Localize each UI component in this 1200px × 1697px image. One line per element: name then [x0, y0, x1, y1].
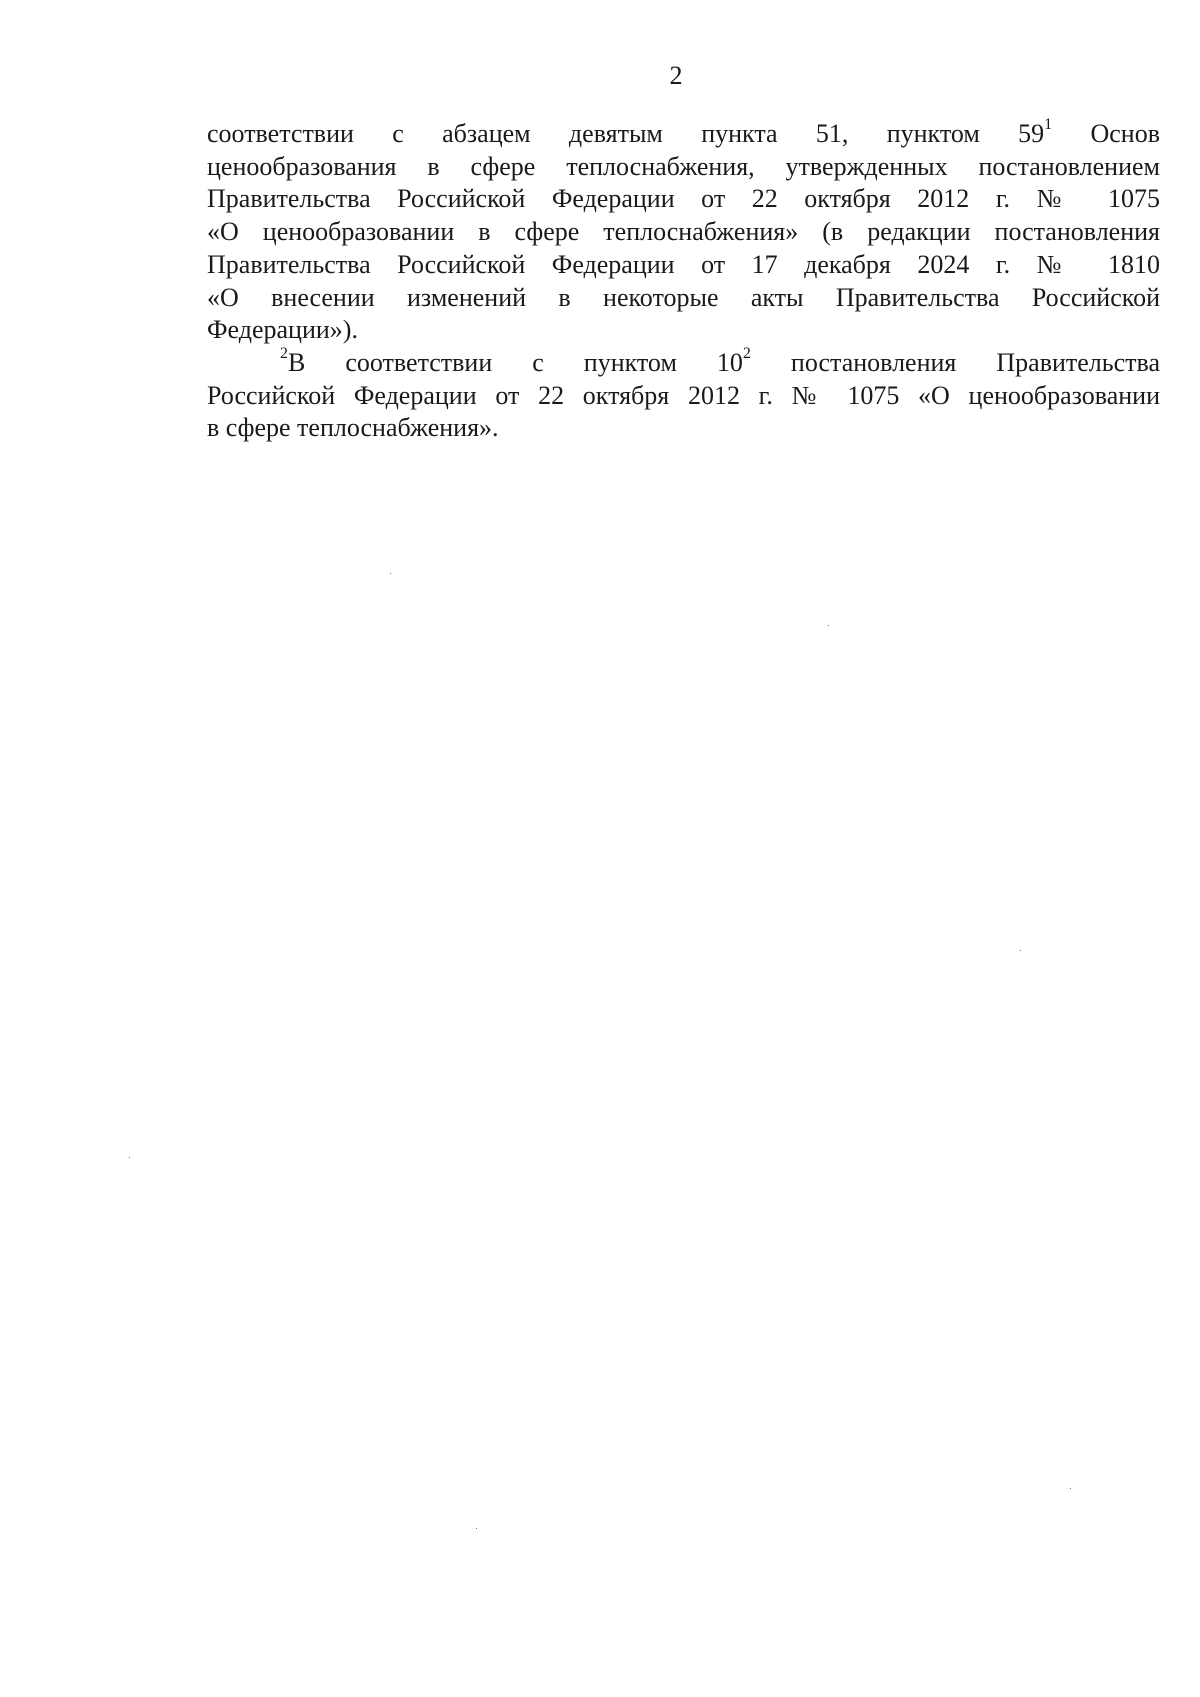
text-line: «О ценообразовании в сфере теплоснабжения» (в редакции постановления: [207, 217, 1160, 247]
document-body: [207, 118, 1160, 445]
text-line: соответствии с абзацем девятым пункта 51, пунктом $59^1$ Основ: [207, 116, 1160, 148]
footnote-marker: 2: [280, 345, 288, 363]
scan-speck: [390, 573, 391, 574]
text-line: Российской Федерации от 22 октября 2012 г. № 1075 «О ценообразовании: [207, 380, 1160, 410]
superscript-marker: 2: [742, 345, 751, 363]
scan-speck: [129, 1157, 130, 1158]
footnote-1-continuation: [207, 118, 1160, 347]
text-line: ценообразования в сфере теплоснабжения, утвержденных постановлением: [207, 151, 1160, 181]
text-line: Правительства Российской Федерации от 22 октября 2012 г. № 1075: [207, 184, 1160, 214]
scan-speck: [1020, 950, 1021, 951]
text-line: Правительства Российской Федерации от 17 декабря 2024 г. № 1810: [207, 249, 1160, 279]
superscript-marker: 1: [1044, 116, 1053, 134]
text-line: в сфере теплоснабжения».: [207, 413, 499, 443]
scan-speck: [1070, 1488, 1071, 1489]
scan-speck: [476, 1528, 477, 1529]
text-line: $^2$В соответствии с пунктом $10^2$ постановления Правительства: [280, 345, 1160, 377]
text-line: Федерации»).: [207, 315, 358, 345]
page-number: 2: [669, 61, 683, 90]
text-line: «О внесении изменений в некоторые акты Правительства Российской: [207, 282, 1160, 312]
scan-speck: [828, 625, 829, 626]
footnote-2: [207, 347, 1160, 445]
